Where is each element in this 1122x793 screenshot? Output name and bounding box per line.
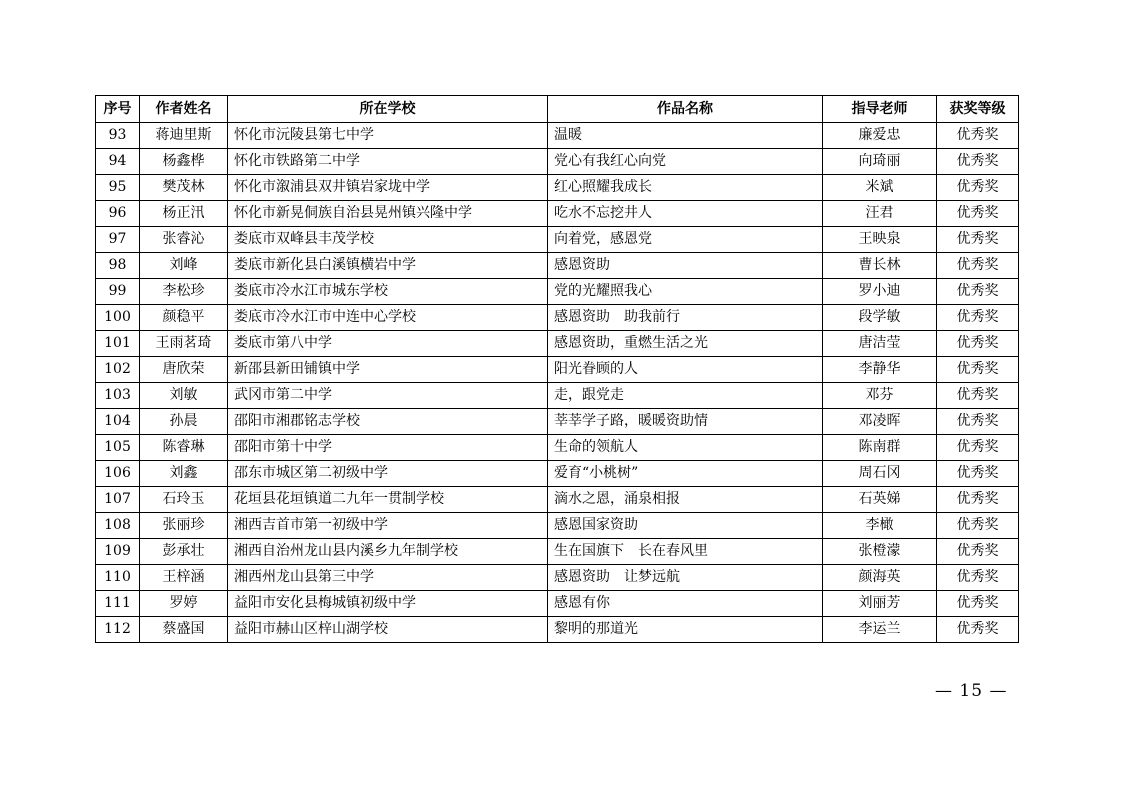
cell-number: 97 (96, 227, 140, 253)
table-row (96, 149, 1019, 175)
cell-work: 感恩国家资助 (548, 513, 823, 539)
cell-work: 吃水不忘挖井人 (548, 201, 823, 227)
table-header-row (96, 96, 1019, 123)
cell-award: 优秀奖 (937, 279, 1019, 305)
cell-award: 优秀奖 (937, 331, 1019, 357)
cell-work: 感恩资助 (548, 253, 823, 279)
cell-teacher: 周石冈 (823, 461, 937, 487)
cell-author: 王雨茗琦 (140, 331, 228, 357)
table-row (96, 305, 1019, 331)
cell-work: 党心有我红心向党 (548, 149, 823, 175)
cell-number: 94 (96, 149, 140, 175)
cell-teacher: 段学敏 (823, 305, 937, 331)
cell-number: 110 (96, 565, 140, 591)
cell-author: 孙晨 (140, 409, 228, 435)
cell-teacher: 邓凌晖 (823, 409, 937, 435)
award-table (95, 95, 1019, 643)
cell-teacher: 张橙濛 (823, 539, 937, 565)
cell-work: 向着党，感恩党 (548, 227, 823, 253)
cell-work: 生在国旗下 长在春风里 (548, 539, 823, 565)
cell-work: 感恩资助 让梦远航 (548, 565, 823, 591)
cell-author: 刘鑫 (140, 461, 228, 487)
cell-award: 优秀奖 (937, 175, 1019, 201)
cell-work: 莘莘学子路，暖暖资助情 (548, 409, 823, 435)
cell-work: 感恩资助，重燃生活之光 (548, 331, 823, 357)
cell-number: 102 (96, 357, 140, 383)
cell-teacher: 汪君 (823, 201, 937, 227)
cell-work: 党的光耀照我心 (548, 279, 823, 305)
cell-author: 蒋迪里斯 (140, 123, 228, 149)
cell-award: 优秀奖 (937, 201, 1019, 227)
cell-award: 优秀奖 (937, 461, 1019, 487)
cell-author: 罗婷 (140, 591, 228, 617)
cell-author: 石玲玉 (140, 487, 228, 513)
cell-number: 99 (96, 279, 140, 305)
cell-number: 95 (96, 175, 140, 201)
cell-number: 107 (96, 487, 140, 513)
cell-teacher: 廉爱忠 (823, 123, 937, 149)
cell-school: 湘西州龙山县第三中学 (228, 565, 548, 591)
cell-number: 100 (96, 305, 140, 331)
header-number: 序号 (96, 96, 140, 123)
cell-author: 彭承壮 (140, 539, 228, 565)
cell-teacher: 向琦丽 (823, 149, 937, 175)
cell-school: 花垣县花垣镇道二九年一贯制学校 (228, 487, 548, 513)
cell-author: 杨正汛 (140, 201, 228, 227)
cell-teacher: 刘丽芳 (823, 591, 937, 617)
cell-work: 感恩有你 (548, 591, 823, 617)
cell-teacher: 陈南群 (823, 435, 937, 461)
cell-number: 108 (96, 513, 140, 539)
table-row (96, 487, 1019, 513)
cell-teacher: 唐洁莹 (823, 331, 937, 357)
cell-award: 优秀奖 (937, 123, 1019, 149)
table-row (96, 357, 1019, 383)
table-row (96, 123, 1019, 149)
cell-author: 樊茂林 (140, 175, 228, 201)
cell-teacher: 邓芬 (823, 383, 937, 409)
cell-number: 106 (96, 461, 140, 487)
cell-school: 益阳市安化县梅城镇初级中学 (228, 591, 548, 617)
cell-teacher: 曹长林 (823, 253, 937, 279)
cell-teacher: 颜海英 (823, 565, 937, 591)
cell-number: 105 (96, 435, 140, 461)
cell-school: 邵阳市第十中学 (228, 435, 548, 461)
cell-work: 阳光眷顾的人 (548, 357, 823, 383)
table-row (96, 617, 1019, 643)
cell-teacher: 王映泉 (823, 227, 937, 253)
cell-author: 颜稳平 (140, 305, 228, 331)
cell-award: 优秀奖 (937, 253, 1019, 279)
cell-author: 刘敏 (140, 383, 228, 409)
cell-teacher: 李橄 (823, 513, 937, 539)
cell-school: 娄底市冷水江市城东学校 (228, 279, 548, 305)
page-number: — 15 — (935, 681, 1008, 701)
cell-number: 96 (96, 201, 140, 227)
cell-author: 陈睿琳 (140, 435, 228, 461)
cell-number: 104 (96, 409, 140, 435)
cell-teacher: 李运兰 (823, 617, 937, 643)
cell-school: 武冈市第二中学 (228, 383, 548, 409)
cell-author: 王梓涵 (140, 565, 228, 591)
cell-school: 邵东市城区第二初级中学 (228, 461, 548, 487)
table-row (96, 409, 1019, 435)
table-row (96, 383, 1019, 409)
table-row (96, 279, 1019, 305)
cell-work: 生命的领航人 (548, 435, 823, 461)
cell-award: 优秀奖 (937, 487, 1019, 513)
cell-school: 湘西自治州龙山县内溪乡九年制学校 (228, 539, 548, 565)
cell-teacher: 李静华 (823, 357, 937, 383)
cell-school: 娄底市双峰县丰茂学校 (228, 227, 548, 253)
cell-school: 怀化市新晃侗族自治县晃州镇兴隆中学 (228, 201, 548, 227)
cell-author: 刘峰 (140, 253, 228, 279)
table-row (96, 435, 1019, 461)
cell-number: 111 (96, 591, 140, 617)
cell-school: 怀化市溆浦县双井镇岩家垅中学 (228, 175, 548, 201)
cell-teacher: 米斌 (823, 175, 937, 201)
cell-award: 优秀奖 (937, 305, 1019, 331)
cell-author: 唐欣荣 (140, 357, 228, 383)
cell-work: 感恩资助 助我前行 (548, 305, 823, 331)
header-award: 获奖等级 (937, 96, 1019, 123)
header-teacher: 指导老师 (823, 96, 937, 123)
cell-award: 优秀奖 (937, 357, 1019, 383)
cell-work: 滴水之恩，涌泉相报 (548, 487, 823, 513)
cell-award: 优秀奖 (937, 565, 1019, 591)
cell-school: 新邵县新田铺镇中学 (228, 357, 548, 383)
table-row (96, 513, 1019, 539)
cell-school: 娄底市新化县白溪镇横岩中学 (228, 253, 548, 279)
header-school: 所在学校 (228, 96, 548, 123)
table-row (96, 227, 1019, 253)
cell-work: 爱育“小桃树” (548, 461, 823, 487)
table-row (96, 565, 1019, 591)
cell-award: 优秀奖 (937, 539, 1019, 565)
cell-award: 优秀奖 (937, 227, 1019, 253)
table-row (96, 201, 1019, 227)
cell-author: 杨鑫桦 (140, 149, 228, 175)
cell-award: 优秀奖 (937, 435, 1019, 461)
cell-school: 益阳市赫山区梓山湖学校 (228, 617, 548, 643)
cell-school: 怀化市铁路第二中学 (228, 149, 548, 175)
cell-teacher: 石英娣 (823, 487, 937, 513)
cell-number: 103 (96, 383, 140, 409)
cell-award: 优秀奖 (937, 149, 1019, 175)
cell-school: 娄底市冷水江市中连中心学校 (228, 305, 548, 331)
cell-school: 怀化市沅陵县第七中学 (228, 123, 548, 149)
cell-work: 温暖 (548, 123, 823, 149)
cell-award: 优秀奖 (937, 383, 1019, 409)
cell-school: 邵阳市湘郡铭志学校 (228, 409, 548, 435)
cell-school: 湘西吉首市第一初级中学 (228, 513, 548, 539)
cell-award: 优秀奖 (937, 591, 1019, 617)
cell-award: 优秀奖 (937, 409, 1019, 435)
cell-award: 优秀奖 (937, 513, 1019, 539)
cell-number: 112 (96, 617, 140, 643)
cell-number: 109 (96, 539, 140, 565)
header-author: 作者姓名 (140, 96, 228, 123)
cell-work: 黎明的那道光 (548, 617, 823, 643)
cell-award: 优秀奖 (937, 617, 1019, 643)
table-row (96, 331, 1019, 357)
cell-work: 走，跟党走 (548, 383, 823, 409)
cell-number: 98 (96, 253, 140, 279)
cell-number: 93 (96, 123, 140, 149)
cell-school: 娄底市第八中学 (228, 331, 548, 357)
cell-author: 张睿沁 (140, 227, 228, 253)
cell-author: 李松珍 (140, 279, 228, 305)
table-row (96, 175, 1019, 201)
document-sheet (95, 95, 1018, 643)
table-body (96, 123, 1019, 643)
header-work: 作品名称 (548, 96, 823, 123)
cell-work: 红心照耀我成长 (548, 175, 823, 201)
table-row (96, 539, 1019, 565)
table-row (96, 253, 1019, 279)
cell-author: 蔡盛国 (140, 617, 228, 643)
cell-teacher: 罗小迪 (823, 279, 937, 305)
table-row (96, 461, 1019, 487)
cell-author: 张丽珍 (140, 513, 228, 539)
table-row (96, 591, 1019, 617)
cell-number: 101 (96, 331, 140, 357)
